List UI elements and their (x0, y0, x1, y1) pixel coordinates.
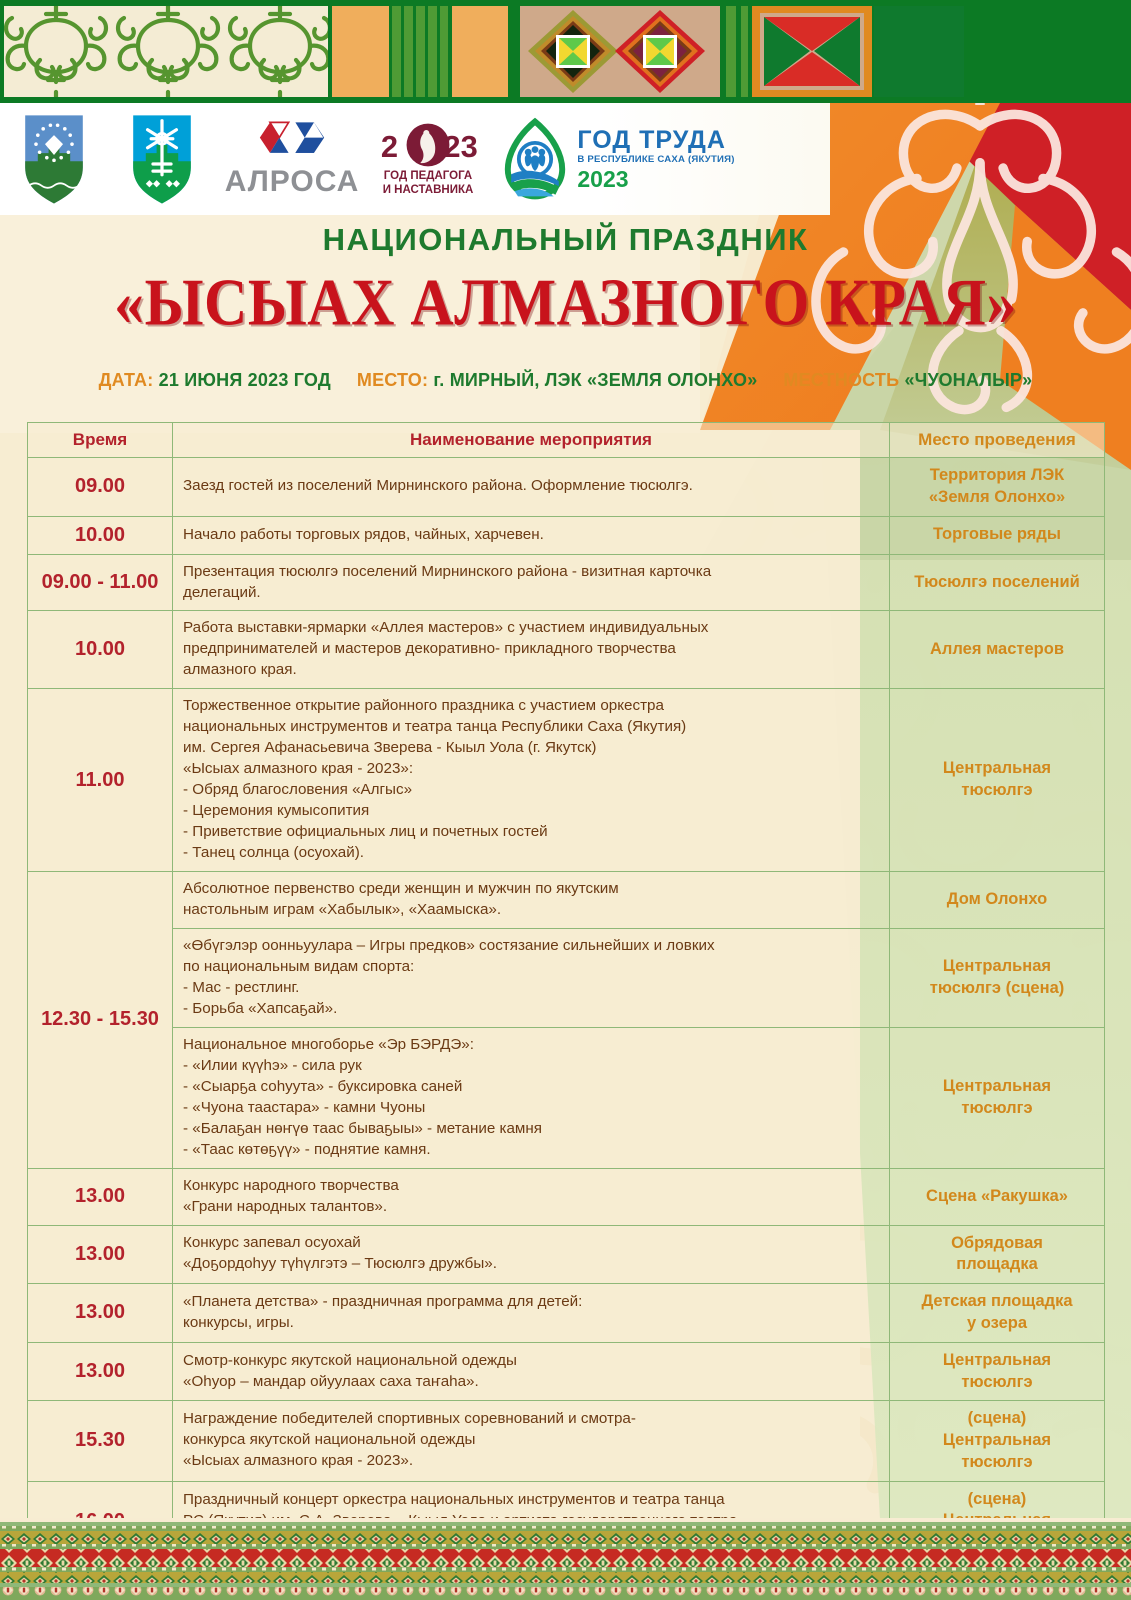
meta-date-label: ДАТА: (98, 370, 154, 390)
place-line: Тюсюлгэ поселений (914, 572, 1080, 591)
event-name-line: - «Чуона таастара» - камни Чуоны (183, 1098, 426, 1116)
event-name-line: - Мас - рестлинг. (183, 979, 300, 996)
table-row (28, 929, 1105, 1028)
cell-place (890, 1168, 1105, 1225)
cell-time: 10.00 (28, 516, 173, 554)
place-line: Центральная (942, 759, 1052, 778)
event-name-line: «Грани народных талантов». (183, 1197, 388, 1215)
event-name-line: Торжественное открытие районного праздника с участием оркестра (183, 697, 664, 715)
event-name-line: Праздничный концерт оркестра национальных инструментов и театра танца (183, 1490, 725, 1508)
event-bullet: - Церемония кумысопития (183, 802, 370, 820)
event-name-line: национальных инструментов и театра танца Республики Саха (Якутия) (183, 718, 687, 736)
place-line: Аллея мастеров (930, 640, 1064, 659)
cell-place (890, 1401, 1105, 1481)
event-name-line: алмазного края. (183, 661, 297, 679)
cell-place (890, 1342, 1105, 1401)
labour-line1: ГОД ТРУДА (577, 126, 726, 155)
cell-time: 13.00 (28, 1342, 173, 1401)
schedule-table-wrapper (27, 422, 1104, 1562)
event-name-line: - «Сыарҕа соһуута» - буксировка саней (183, 1077, 463, 1095)
event-name-line: конкурсы, игры. (183, 1313, 294, 1331)
event-name-line: Конкурс народного творчества (183, 1176, 399, 1194)
table-row (28, 872, 1105, 929)
event-name-line: «Доҕордоһуу түһүлгэтэ – Тюсюлгэ дружбы». (183, 1255, 497, 1273)
cell-place (890, 689, 1105, 872)
table-row (28, 1401, 1105, 1481)
poster-meta-line (0, 370, 1131, 391)
place-line: тюсюлгэ (961, 1098, 1033, 1117)
event-name-line: Абсолютное первенство среди женщин и мужчин по якутским (183, 880, 619, 898)
cell-place (890, 516, 1105, 554)
cell-place (890, 929, 1105, 1028)
cell-event-name (173, 1027, 890, 1168)
event-name-line: Конкурс запевал осуохай (183, 1234, 361, 1252)
cell-place (890, 458, 1105, 517)
col-header-time: Время (28, 423, 173, 458)
event-name-line: по национальным видам спорта: (183, 958, 415, 976)
event-name-line: «Планета детства» - праздничная программа для детей: (183, 1293, 583, 1311)
labour-year: 2023 (577, 165, 629, 192)
cell-place (890, 1225, 1105, 1284)
meta-date (99, 370, 331, 391)
cell-place (890, 554, 1105, 611)
event-name-line: настольным играм «Хабылык», «Хаамыска». (183, 901, 502, 919)
place-line: (сцена) (967, 1489, 1027, 1508)
meta-locality-label: МЕСТНОСТЬ (783, 370, 900, 390)
place-line: площадка (956, 1255, 1038, 1274)
place-line: (сцена) (967, 1409, 1027, 1428)
place-line: «Земля Олонхо» (928, 487, 1066, 506)
table-row (28, 1225, 1105, 1284)
place-line: Дом Олонхо (946, 890, 1048, 909)
meta-place (357, 370, 758, 391)
top-ornament-band (0, 0, 1131, 103)
svg-text:23: 23 (443, 128, 478, 164)
table-row (28, 689, 1105, 872)
table-row (28, 516, 1105, 554)
cell-event-name (173, 689, 890, 872)
event-bullet: - Танец солнца (осуохай). (183, 844, 364, 862)
mirny-city-coat-of-arms (108, 103, 216, 215)
cell-time: 10.00 (28, 611, 173, 689)
event-name-line: - «Балаҕан нөҥүө таас бываҕыы» - метание камня (183, 1119, 542, 1137)
event-name-line: - «Илии күүһэ» - сила рук (183, 1056, 362, 1074)
meta-place-value: г. МИРНЫЙ, ЛЭК «ЗЕМЛЯ ОЛОНХО» (433, 370, 758, 390)
place-line: Центральная (942, 957, 1052, 976)
event-name-line: - «Таас көтөҕүү» - поднятие камня. (183, 1140, 431, 1158)
cell-time: 09.00 - 11.00 (28, 554, 173, 611)
cell-time: 15.30 (28, 1401, 173, 1481)
cell-event-name (173, 1225, 890, 1284)
event-name-line: Заезд гостей из поселений Мирнинского района. Оформление тюсюлгэ. (183, 477, 693, 495)
event-name-line: «Оһуор – мандар ойуулаах саха таҥаһа». (183, 1372, 479, 1390)
labour-line2: В РЕСПУБЛИКЕ САХА (ЯКУТИЯ) (577, 153, 735, 165)
place-line: тюсюлгэ (сцена) (929, 979, 1065, 997)
year-of-teacher-logo (368, 103, 488, 215)
event-name-line: предпринимателей и мастеров декоративно- прикладного творчества (183, 640, 676, 658)
cell-event-name (173, 1342, 890, 1401)
place-line: Центральная (942, 1077, 1052, 1096)
table-row (28, 1284, 1105, 1343)
cell-event-name (173, 554, 890, 611)
col-header-name: Наименование мероприятия (173, 423, 890, 458)
cell-time: 12.30 - 15.30 (28, 872, 173, 1169)
event-name-line: Начало работы торговых рядов, чайных, харчевен. (183, 525, 544, 543)
place-line: Детская площадка (921, 1292, 1073, 1311)
place-line: Центральная (942, 1431, 1052, 1450)
table-row (28, 1168, 1105, 1225)
event-name-line: Национальное многоборье «Эр БЭРДЭ»: (183, 1035, 474, 1053)
bottom-ornament-band (0, 1518, 1131, 1600)
alrosa-logo (216, 103, 368, 215)
place-line: тюсюлгэ (961, 781, 1033, 800)
event-name-line: Смотр-конкурс якутской национальной одежды (183, 1351, 517, 1369)
teacher-line1: ГОД ПЕДАГОГА (383, 169, 473, 182)
teacher-line2: И НАСТАВНИКА (382, 183, 474, 196)
cell-place (890, 1284, 1105, 1343)
poster-title-block (0, 222, 1131, 340)
place-line: Сцена «Ракушка» (926, 1186, 1068, 1205)
cell-time: 11.00 (28, 689, 173, 872)
cell-time: 09.00 (28, 458, 173, 517)
event-bullet: - Приветствие официальных лиц и почетных гостей (183, 823, 548, 841)
cell-event-name (173, 611, 890, 689)
cell-place (890, 611, 1105, 689)
meta-date-value: 21 ИЮНЯ 2023 ГОД (158, 370, 331, 390)
cell-event-name (173, 872, 890, 929)
cell-time: 13.00 (28, 1225, 173, 1284)
event-name-line: делегаций. (183, 583, 261, 601)
place-line: Территория ЛЭК (929, 466, 1065, 484)
svg-text:2: 2 (380, 128, 399, 164)
place-line: Центральная (942, 1350, 1052, 1369)
page-title: «ЫСЫАХ АЛМАЗНОГО КРАЯ» (114, 265, 1017, 340)
meta-locality (783, 370, 1032, 391)
cell-event-name (173, 1284, 890, 1343)
cell-event-name (173, 458, 890, 517)
event-name-line: Работа выставки-ярмарки «Аллея мастеров» с участием индивидуальных (183, 619, 709, 637)
col-header-place: Место проведения (890, 423, 1105, 458)
schedule-table (27, 422, 1105, 1562)
cell-time: 13.00 (28, 1168, 173, 1225)
place-line: у озера (966, 1313, 1028, 1332)
table-row (28, 1342, 1105, 1401)
event-name-line: Презентация тюсюлгэ поселений Мирнинского района - визитная карточка (183, 562, 712, 580)
meta-place-label: МЕСТО: (356, 370, 429, 390)
event-name-line: конкурса якутской национальной одежды (183, 1431, 476, 1449)
table-header-row (28, 423, 1105, 458)
place-line: тюсюлгэ (961, 1372, 1033, 1391)
cell-event-name (173, 516, 890, 554)
place-line: тюсюлгэ (961, 1452, 1033, 1471)
poster-kicker: НАЦИОНАЛЬНЫЙ ПРАЗДНИК (322, 222, 809, 257)
event-name-line: «Ысыах алмазного края - 2023»: (183, 760, 414, 778)
alrosa-wordmark: АЛРОСА (224, 165, 360, 198)
schedule-table-body (28, 458, 1105, 1562)
event-name-line: - Борьба «Хапсаҕай». (183, 999, 338, 1017)
table-row (28, 611, 1105, 689)
mirny-district-coat-of-arms (0, 103, 108, 215)
year-of-labour-logo (488, 103, 748, 215)
event-name-line: «Ысыах алмазного края - 2023». (183, 1452, 414, 1470)
event-name-line: им. Сергея Афанасьевича Зверева - Кыыл Уола (г. Якутск) (183, 739, 597, 757)
cell-event-name (173, 1168, 890, 1225)
event-bullet: - Обряд благословения «Алгыс» (183, 781, 413, 799)
event-name-line: «Өбүгэлэр оонньуулара – Игры предков» состязание сильнейших и ловких (183, 937, 715, 955)
cell-place (890, 872, 1105, 929)
table-row (28, 1027, 1105, 1168)
cell-time: 13.00 (28, 1284, 173, 1343)
cell-place (890, 1027, 1105, 1168)
place-line: Торговые ряды (933, 525, 1061, 544)
place-line: Обрядовая (951, 1233, 1043, 1252)
event-name-line: Награждение победителей спортивных соревнований и смотра- (183, 1410, 636, 1428)
table-row (28, 554, 1105, 611)
cell-event-name (173, 1401, 890, 1481)
logo-strip (0, 103, 830, 215)
table-row (28, 458, 1105, 517)
meta-locality-value: «ЧУОНАЛЫР» (904, 370, 1033, 390)
cell-event-name (173, 929, 890, 1028)
